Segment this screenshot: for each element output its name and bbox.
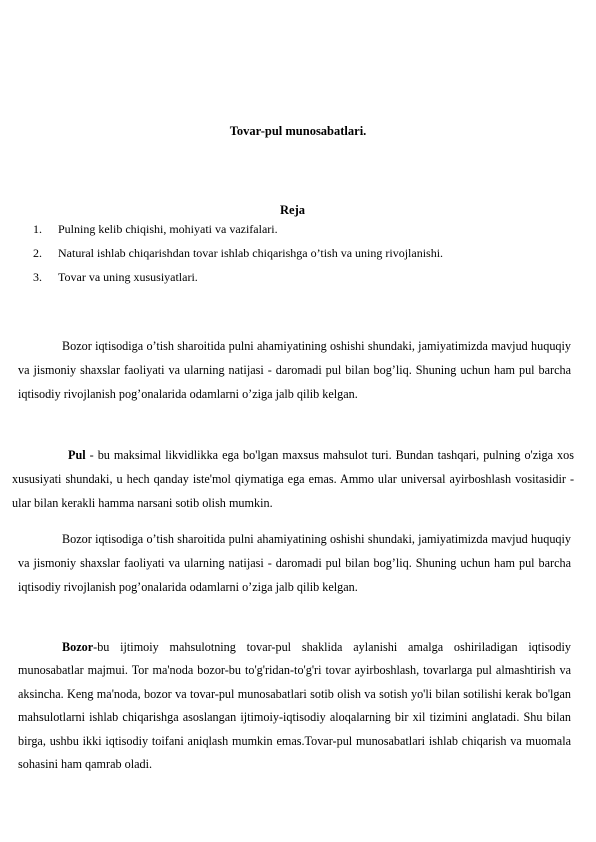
paragraph-money-definition — [12, 443, 574, 515]
term-bozor: Bozor — [62, 640, 94, 654]
plan-item-number: 2. — [33, 246, 42, 260]
plan-item-text: Pulning kelib chiqishi, mohiyati va vazifalari. — [58, 222, 278, 236]
paragraph-market-economy: Bozor iqtisodiga o’tish sharoitida pulni ahamiyatining oshishi shundaki, jamiyatimizda mavjud huquqiy va jismoniy shaxslar faoliyati va ularning natijasi - daromadi pul bilan bog’liq. Shuning uchun ham pul barcha iqtisodiy rivojlanish pog’onalarida odamlarni o’ziga jalb qilib kelgan. — [18, 339, 571, 401]
plan-item-text: Tovar va uning xususiyatlari. — [58, 270, 198, 284]
paragraph-market-definition — [18, 636, 571, 776]
plan-item-number: 3. — [33, 270, 42, 284]
plan-heading: Reja — [280, 203, 305, 217]
plan-item — [33, 270, 443, 294]
term-pul: Pul — [68, 448, 86, 462]
paragraph-money-text: - bu maksimal likvidlikka ega bo'lgan maxsus mahsulot turi. Bundan tashqari, pulning o'ziga xos xususiyati shundaki, u hech qanday iste'mol qiymatiga ega emas. Ammo ular universal ayirboshlash vositasidir - ular bilan kerakli hamma narsani sotib olish mumkin. — [12, 448, 574, 510]
plan-item-number: 1. — [33, 222, 42, 236]
paragraph-market-economy-repeat: Bozor iqtisodiga o’tish sharoitida pulni ahamiyatining oshishi shundaki, jamiyatimizda mavjud huquqiy va jismoniy shaxslar faoliyati va ularning natijasi - daromadi pul bilan bog’liq. Shuning uchun ham pul barcha iqtisodiy rivojlanish pog’onalarida odamlarni o’ziga jalb qilib kelgan. — [18, 532, 571, 594]
plan-item — [33, 246, 443, 270]
plan-item-text: Natural ishlab chiqarishdan tovar ishlab chiqarishga o’tish va uning rivojlanishi. — [58, 246, 444, 260]
plan-item — [33, 222, 443, 246]
document-title: Tovar-pul munosabatlari. — [229, 124, 367, 138]
paragraph-market-text: -bu ijtimoiy mahsulotning tovar-pul shaklida aylanishi amalga oshiriladigan iqtisodiy munosabatlar majmui. Tor ma'noda bozor-bu to'g'ridan-to'g'ri tovar ayirboshlash, tovarlarga pul almashtirish va aksincha. Keng ma'noda, bozor va tovar-pul munosabatlari sotib olish va sotish yo'li bilan sotilishi kerak bo'lgan mahsulotlarni ishlab chiqarishga asoslangan ijtimoiy-iqtisodiy aloqalarning bir xil tizimini anglatadi. Shu bilan birga, ushbu ikki iqtisodiy toifani aniqlash mumkin emas.Tovar-pul munosabatlari ishlab chiqarish va muomala sohasini ham qamrab oladi. — [18, 640, 571, 772]
plan-list — [33, 222, 443, 294]
